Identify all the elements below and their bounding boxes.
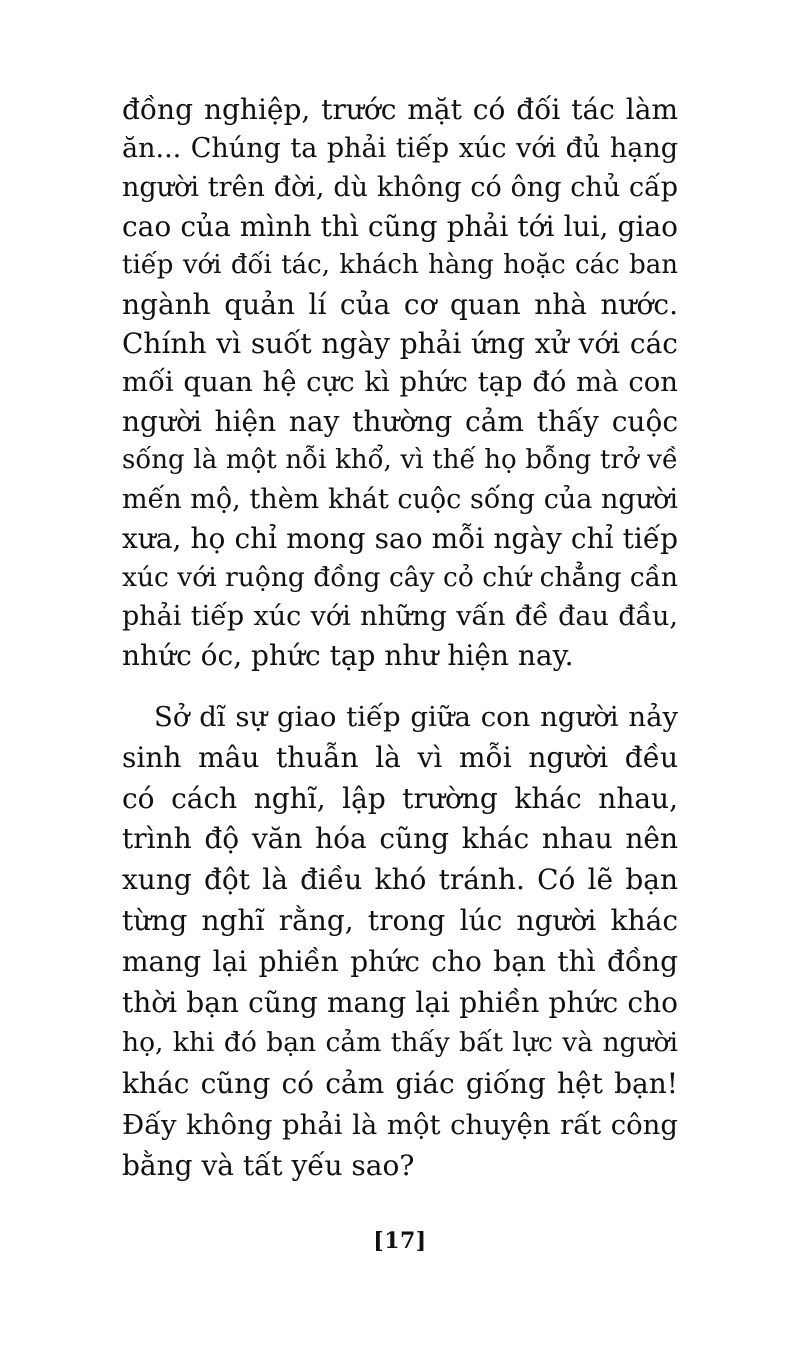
text-line: ăn... Chúng ta phải tiếp xúc với đủ hạng: [122, 133, 678, 164]
page-number: [17]: [373, 1228, 427, 1254]
text-line: sống là một nỗi khổ, vì thế họ bỗng trở về: [122, 445, 678, 475]
text-line: phải tiếp xúc với những vấn đề đau đầu,: [122, 601, 678, 632]
text-line: tiếp với đối tác, khách hàng hoặc các ban: [122, 250, 678, 280]
text-line: người hiện nay thường cảm thấy cuộc: [122, 405, 678, 438]
text-line: mang lại phiền phức cho bạn thì đồng: [122, 944, 678, 978]
text-line: Sở dĩ sự giao tiếp giữa con người nảy: [154, 701, 678, 733]
text-line: sinh mâu thuẫn là vì mỗi người đều: [122, 740, 678, 774]
text-line: đồng nghiệp, trước mặt có đối tác làm: [122, 93, 678, 126]
text-line: mối quan hệ cực kì phức tạp đó mà con: [122, 366, 678, 398]
paragraph-1: [122, 90, 678, 675]
text-line: nhức óc, phức tạp như hiện nay.: [122, 639, 574, 672]
text-line: xúc với ruộng đồng cây cỏ chứ chẳng cần: [122, 562, 678, 593]
text-line: bằng và tất yếu sao?: [122, 1148, 415, 1182]
text-line: Chính vì suốt ngày phải ứng xử với các: [122, 327, 678, 360]
text-line: cao của mình thì cũng phải tới lui, giao: [122, 210, 678, 243]
text-line: thời bạn cũng mang lại phiền phức cho: [122, 985, 678, 1019]
text-line: mến mộ, thèm khát cuộc sống của người: [122, 484, 678, 515]
text-line: từng nghĩ rằng, trong lúc người khác: [122, 903, 678, 937]
text-line: xưa, họ chỉ mong sao mỗi ngày chỉ tiếp: [122, 522, 678, 555]
text-line: trình độ văn hóa cũng khác nhau nên: [122, 822, 678, 856]
text-line: có cách nghĩ, lập trường khác nhau,: [122, 781, 678, 815]
text-line: xung đột là điều khó tránh. Có lẽ bạn: [122, 863, 678, 897]
text-line: họ, khi đó bạn cảm thấy bất lực và người: [122, 1027, 678, 1059]
text-line: người trên đời, dù không có ông chủ cấp: [122, 172, 678, 203]
text-line: ngành quản lí của cơ quan nhà nước.: [122, 288, 678, 321]
paragraph-2: [122, 697, 678, 1187]
text-line: khác cũng có cảm giác giống hệt bạn!: [122, 1067, 678, 1101]
text-line: Đấy không phải là một chuyện rất công: [122, 1108, 678, 1141]
